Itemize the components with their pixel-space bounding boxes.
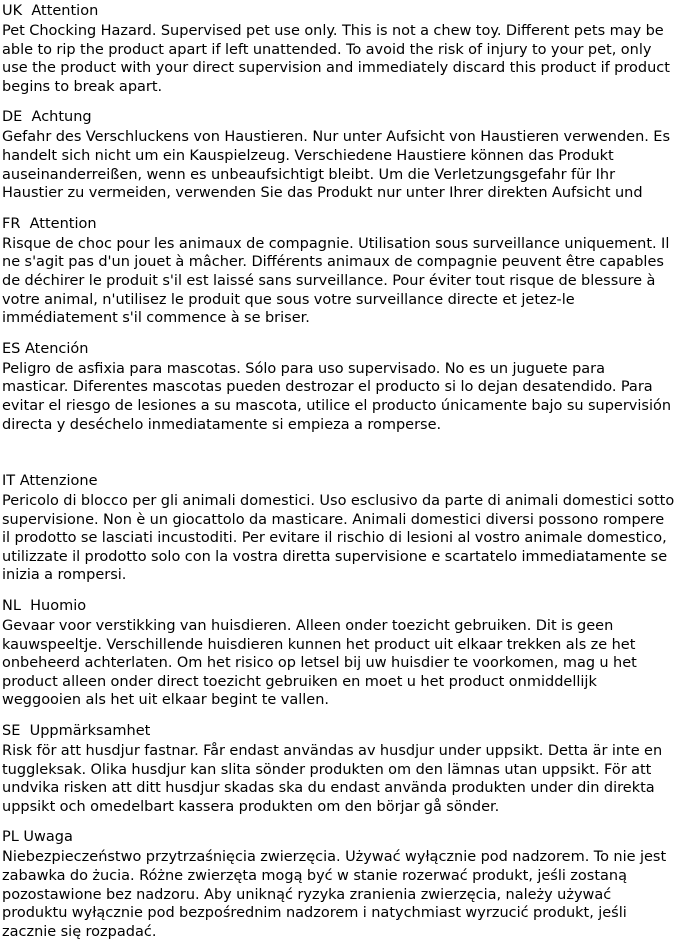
section-body-de: Gefahr des Verschluckens von Haustieren. Nur unter Aufsicht von Haustieren verwenden. Es handelt sich nicht um ein Kauspielzeug. Verschiedene Haustiere können das Produkt auseinanderreißen, wenn es unbeaufsichtigt bleibt. Um die Verletzungsgefahr für Ihr Haustier zu vermeiden, verwenden Sie das Produkt nur unter Ihrer direkten Aufsicht und <box>2 129 671 202</box>
section-heading-de: DE Achtung <box>2 109 92 126</box>
section-body-uk: Pet Chocking Hazard. Supervised pet use only. This is not a chew toy. Different pets may be able to rip the product apart if left unattended. To avoid the risk of injury to your pet, only use the product with your direct supervision and immediately discard this product if product begins to break apart. <box>2 23 670 95</box>
warning-section-es <box>2 340 675 434</box>
section-heading-nl: NL Huomio <box>2 598 87 615</box>
section-body-pl: Niebezpieczeństwo przytrzaśnięcia zwierzęcia. Używać wyłącznie pod nadzorem. To nie jest zabawka do żucia. Różne zwierzęta mogą być w stanie rozerwać produkt, jeśli zostaną pozostawione bez nadzoru. Aby uniknąć ryzyka zranienia zwierzęcia, należy używać produktu wyłącznie pod bezpośrednim nadzorem i natychmiast wyrzucić produkt, jeśli zacznie się rozpadać. <box>2 849 667 940</box>
warning-section-it <box>2 472 675 585</box>
section-heading-se: SE Uppmärksamhet <box>2 723 151 740</box>
warning-section-pl <box>2 828 675 941</box>
section-body-fr: Risque de choc pour les animaux de compagnie. Utilisation sous surveillance uniquement. Il ne s'agit pas d'un jouet à mâcher. Différents animaux de compagnie peuvent être capables de déchirer le produit s'il est laissé sans surveillance. Pour éviter tout risque de blessure à votre animal, n'utilisez le produit que sous votre surveillance directe et jetez-le immédiatement s'il commence à se briser. <box>2 235 670 327</box>
warning-section-de <box>2 108 675 202</box>
section-body-nl: Gevaar voor verstikking van huisdieren. Alleen onder toezicht gebruiken. Dit is geen kauwspeeltje. Verschillende huisdieren kunnen het product uit elkaar trekken als ze het onbeheerd achterlaten. Om het risico op letsel bij uw huisdier te voorkomen, mag u het product alleen onder direct toezicht gebruiken en moet u het product onmiddellijk weggooien als het uit elkaar begint te vallen. <box>2 618 637 709</box>
section-heading-it: IT Attenzione <box>2 473 98 490</box>
section-heading-uk: UK Attention <box>2 3 99 19</box>
section-body-se: Risk för att husdjur fastnar. Får endast användas av husdjur under uppsikt. Detta är inte en tuggleksak. Olika husdjur kan slita sönder produkten om den lämnas utan uppsikt. För att undvika risken att ditt husdjur skadas ska du endast använda produkten under din direkta uppsikt och omedelbart kassera produkten om den börjar gå sönder. <box>2 743 663 815</box>
warning-section-se <box>2 722 675 816</box>
section-heading-fr: FR Attention <box>2 215 97 232</box>
warning-section-fr <box>2 215 675 328</box>
warning-section-uk <box>2 2 675 96</box>
warning-section-nl <box>2 597 675 710</box>
section-heading-pl: PL Uwaga <box>2 829 73 846</box>
section-heading-es: ES Atención <box>2 340 89 357</box>
section-body-es: Peligro de asfixia para mascotas. Sólo para uso supervisado. No es un juguete para masticar. Diferentes mascotas pueden destrozar el producto si lo dejan desatendido. Para evitar el riesgo de lesiones a su mascota, utilice el producto únicamente bajo su supervisión directa y deséchelo inmediatamente si empieza a romperse. <box>2 360 672 433</box>
section-body-it: Pericolo di blocco per gli animali domestici. Uso esclusivo da parte di animali domestici sotto supervisione. Non è un giocattolo da masticare. Animali domestici diversi possono rompere il prodotto se lasciati incustoditi. Per evitare il rischio di lesioni al vostro animale domestico, utilizzate il prodotto solo con la vostra diretta supervisione e scartatelo immediatamente se inizia a rompersi. <box>2 493 675 584</box>
